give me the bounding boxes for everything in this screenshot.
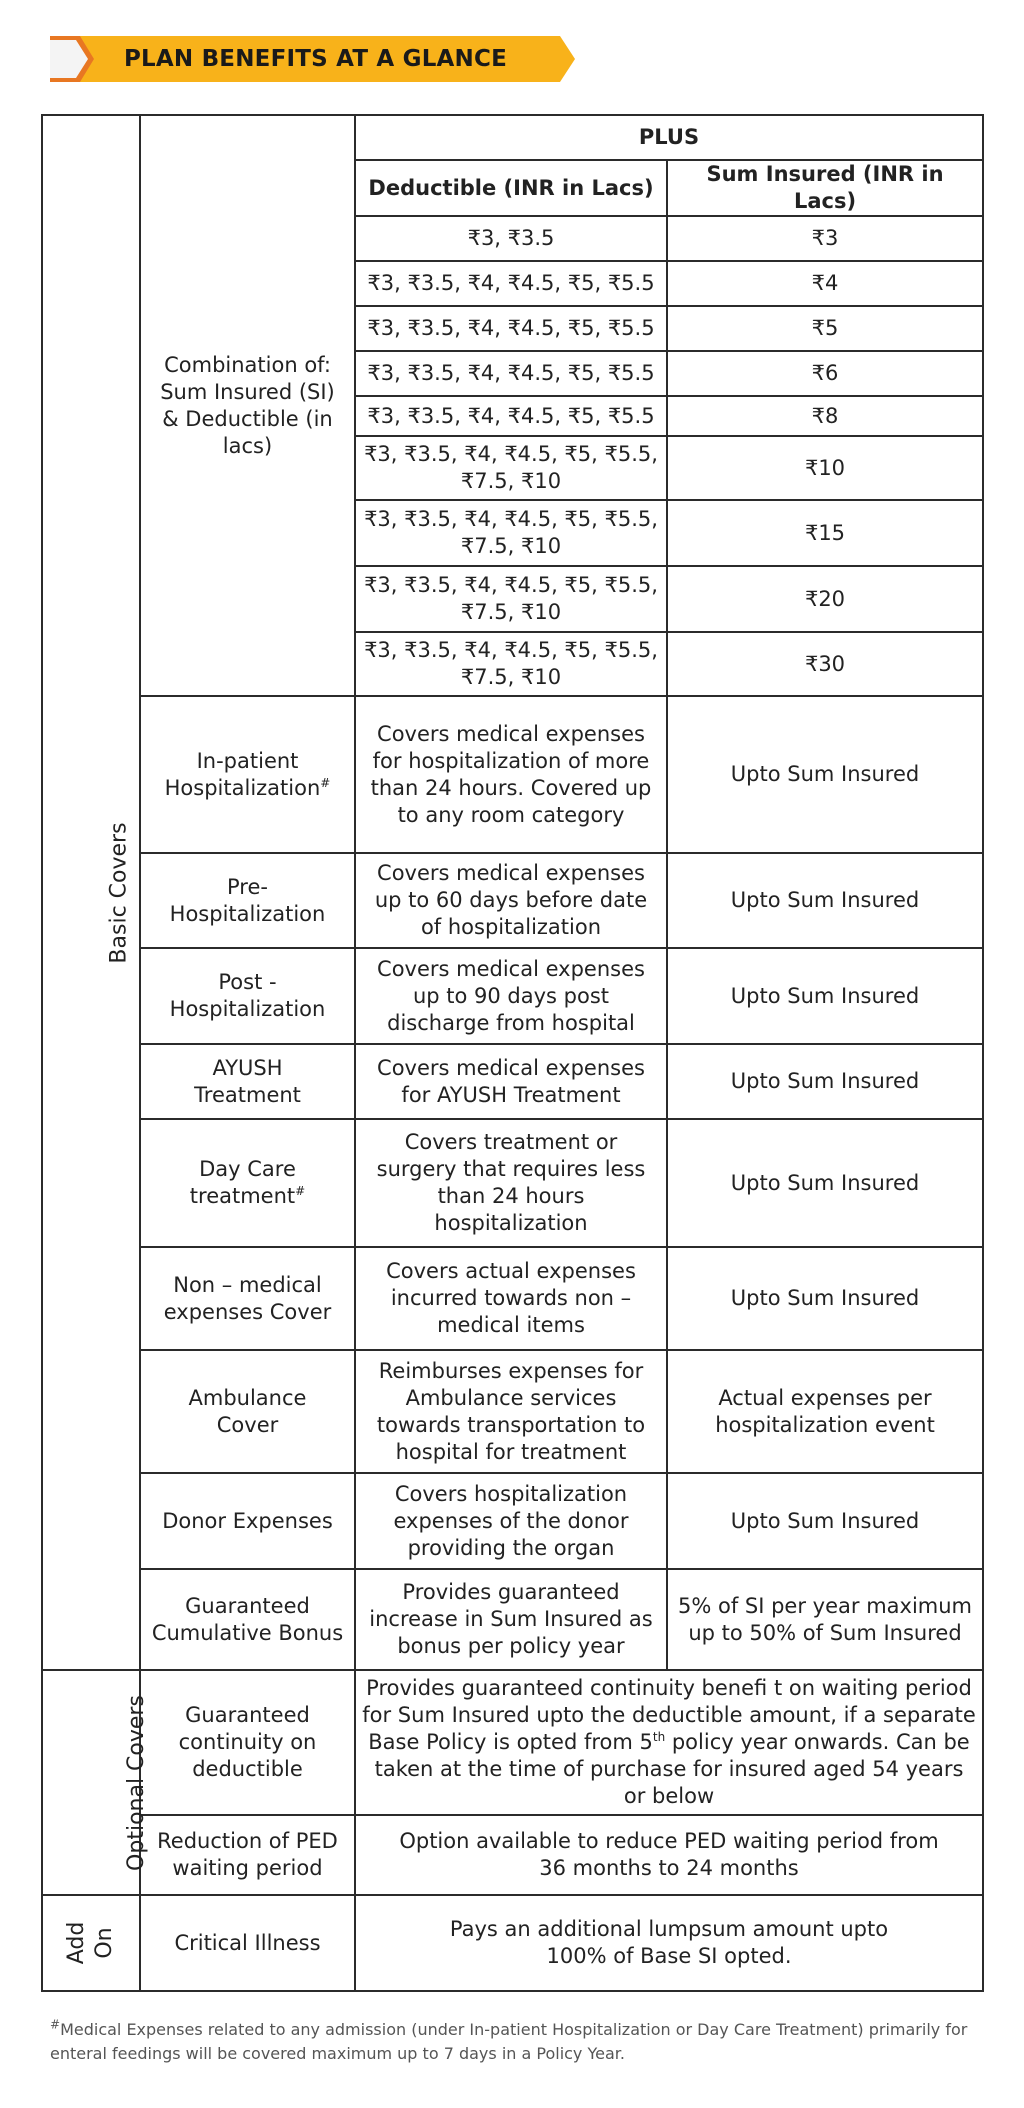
cover-description: Reimburses expenses for Ambulance services towards transportation to hospital for treatment: [355, 1350, 667, 1473]
cover-name: AYUSH Treatment: [140, 1044, 355, 1119]
combo-deductible: ₹3, ₹3.5, ₹4, ₹4.5, ₹5, ₹5.5, ₹7.5, ₹10: [355, 500, 667, 566]
combo-deductible: ₹3, ₹3.5: [355, 216, 667, 261]
optional-cover-name: Guaranteed continuity on deductible: [140, 1670, 355, 1815]
benefits-table: [41, 114, 984, 1992]
plan-header: PLUS: [355, 115, 983, 160]
section-optional-covers: Optional Covers: [42, 1670, 140, 1895]
addon-cover-name: Critical Illness: [140, 1895, 355, 1991]
combo-sum-insured: ₹5: [667, 306, 983, 351]
combination-label: Combination of: Sum Insured (SI) & Deductible (in lacs): [140, 115, 355, 696]
cover-description: Covers actual expenses incurred towards non – medical items: [355, 1247, 667, 1350]
cover-name: Non – medical expenses Cover: [140, 1247, 355, 1350]
footnote: #Medical Expenses related to any admission (under In-patient Hospitalization or Day Care Treatment) primarily for enteral feedings will be covered maximum up to 7 days in a Policy Year.: [50, 2017, 968, 2063]
cover-description: Covers medical expenses for hospitalization of more than 24 hours. Covered up to any room category: [355, 696, 667, 853]
cover-name: Day Care treatment#: [140, 1119, 355, 1247]
combo-deductible: ₹3, ₹3.5, ₹4, ₹4.5, ₹5, ₹5.5: [355, 396, 667, 436]
combo-deductible: ₹3, ₹3.5, ₹4, ₹4.5, ₹5, ₹5.5: [355, 261, 667, 306]
cover-limit: Upto Sum Insured: [667, 948, 983, 1044]
cover-description: Covers medical expenses up to 60 days before date of hospitalization: [355, 853, 667, 948]
combo-sum-insured: ₹20: [667, 566, 983, 632]
cover-name: Post - Hospitalization: [140, 948, 355, 1044]
cover-limit: Upto Sum Insured: [667, 853, 983, 948]
combo-sum-insured: ₹30: [667, 632, 983, 696]
cover-limit: Actual expenses per hospitalization event: [667, 1350, 983, 1473]
combo-sum-insured: ₹3: [667, 216, 983, 261]
cover-description: Covers hospitalization expenses of the donor providing the organ: [355, 1473, 667, 1569]
cover-description: Covers medical expenses for AYUSH Treatment: [355, 1044, 667, 1119]
cover-limit: Upto Sum Insured: [667, 1247, 983, 1350]
addon-cover-description: Pays an additional lumpsum amount upto 100% of Base SI opted.: [355, 1895, 983, 1991]
cover-limit: Upto Sum Insured: [667, 696, 983, 853]
section-basic-covers: Basic Covers: [42, 115, 140, 1670]
cover-name: In-patient Hospitalization#: [140, 696, 355, 853]
combo-deductible: ₹3, ₹3.5, ₹4, ₹4.5, ₹5, ₹5.5, ₹7.5, ₹10: [355, 566, 667, 632]
combo-deductible: ₹3, ₹3.5, ₹4, ₹4.5, ₹5, ₹5.5: [355, 306, 667, 351]
combo-deductible: ₹3, ₹3.5, ₹4, ₹4.5, ₹5, ₹5.5: [355, 351, 667, 396]
combo-sum-insured: ₹8: [667, 396, 983, 436]
column-header-deductible: Deductible (INR in Lacs): [355, 160, 667, 216]
combo-deductible: ₹3, ₹3.5, ₹4, ₹4.5, ₹5, ₹5.5, ₹7.5, ₹10: [355, 632, 667, 696]
cover-description: Provides guaranteed increase in Sum Insured as bonus per policy year: [355, 1569, 667, 1670]
combo-sum-insured: ₹6: [667, 351, 983, 396]
cover-description: Covers treatment or surgery that requires less than 24 hours hospitalization: [355, 1119, 667, 1247]
cover-limit: Upto Sum Insured: [667, 1473, 983, 1569]
section-add-on: Add On: [42, 1895, 140, 1991]
optional-cover-description: Option available to reduce PED waiting period from 36 months to 24 months: [355, 1815, 983, 1895]
column-header-sum-insured: Sum Insured (INR in Lacs): [667, 160, 983, 216]
optional-cover-name: Reduction of PED waiting period: [140, 1815, 355, 1895]
cover-name: Ambulance Cover: [140, 1350, 355, 1473]
cover-limit: Upto Sum Insured: [667, 1119, 983, 1247]
cover-name: Pre-Hospitalization: [140, 853, 355, 948]
combo-deductible: ₹3, ₹3.5, ₹4, ₹4.5, ₹5, ₹5.5, ₹7.5, ₹10: [355, 436, 667, 500]
optional-cover-description: Provides guaranteed continuity benefi t on waiting period for Sum Insured upto the deductible amount, if a separate Base Policy is opted from 5th policy year onwards. Can be taken at the time of purchase for insured aged 54 years or below: [355, 1670, 983, 1815]
header-banner: [50, 36, 575, 82]
page-title: PLAN BENEFITS AT A GLANCE: [124, 46, 507, 72]
combo-sum-insured: ₹10: [667, 436, 983, 500]
cover-limit: Upto Sum Insured: [667, 1044, 983, 1119]
combo-sum-insured: ₹4: [667, 261, 983, 306]
cover-name: Donor Expenses: [140, 1473, 355, 1569]
cover-description: Covers medical expenses up to 90 days post discharge from hospital: [355, 948, 667, 1044]
cover-name: Guaranteed Cumulative Bonus: [140, 1569, 355, 1670]
combo-sum-insured: ₹15: [667, 500, 983, 566]
cover-limit: 5% of SI per year maximum up to 50% of Sum Insured: [667, 1569, 983, 1670]
